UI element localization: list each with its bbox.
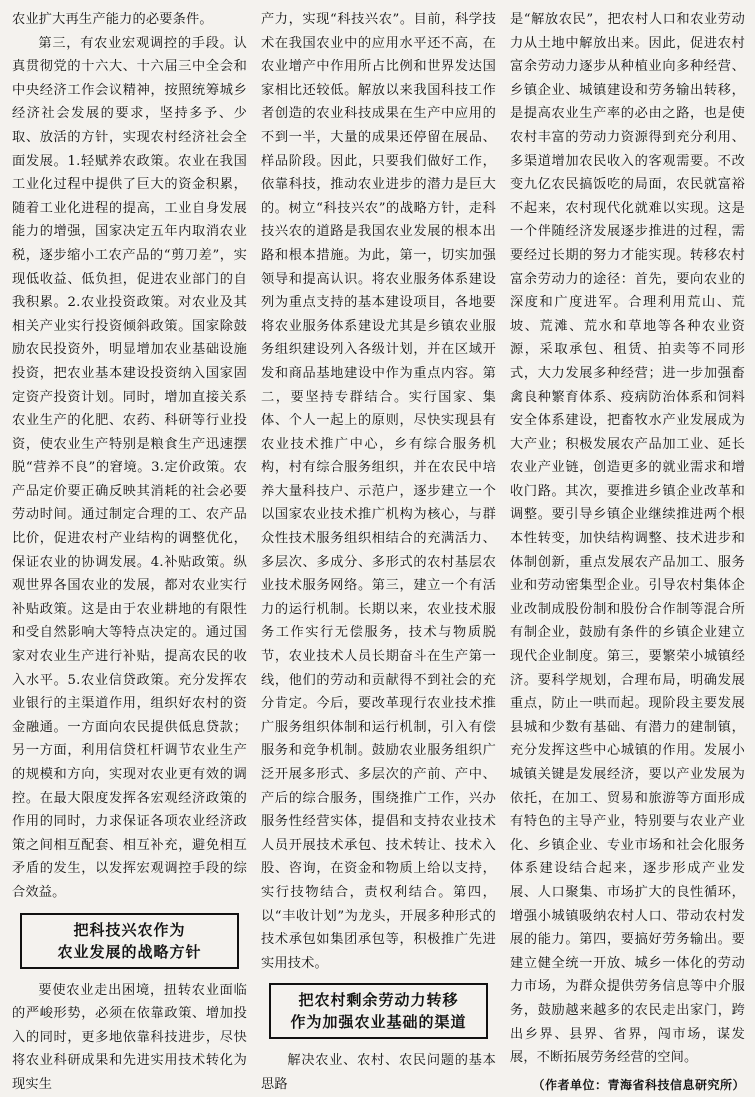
- section-heading-line: 把科技兴农作为: [73, 920, 186, 939]
- section-heading: [20, 913, 239, 969]
- column-1: [12, 8, 247, 1092]
- section-heading-line: 农业发展的战略方针: [57, 942, 202, 961]
- author-affiliation: （作者单位：青海省科技信息研究所）: [532, 1077, 745, 1092]
- paragraph: 要使农业走出困境，扭转农业面临的严峻形势，必须在依靠政策、增加投入的同时，更多地依靠科技进步，尽快将农业科研成果和先进实用技术转化为现实生: [12, 982, 247, 1092]
- paragraph: 是“解放农民”，把农村人口和农业劳动力从土地中解放出来。因此，促进农村富余劳动力逐步从种植业向多种经营、乡镇企业、城镇建设和劳务输出转移，是提高农业生产率的必由之路，也是使农村丰富的劳动力资源得到充分利用、多渠道增加农民收入的客观需要。不改变九亿农民搞饭吃的局面，农民就富裕不起来，农村现代化就难以实现。这是一个伴随经济发展逐步推进的过程，需要经过长期的努力才能实现。转移农村富余劳动力的途径：首先，要向农业的深度和广度进军。合理利用荒山、荒坡、荒滩、荒水和草地等各种农业资源，采取承包、租赁、拍卖等不同形式，大力发展多种经营；进一步加强畜禽良种繁育体系、疫病防治体系和饲料安全体系建设，把畜牧水产业发展成为大产业；积极发展农产品加工业、延长农业产业链，创造更多的就业需求和增收门路。其次，要推进乡镇企业改革和调整。要引导乡镇企业继续推进两个根本性转变，加快结构调整、技术进步和体制创新，重点发展农产品加工、服务业和劳动密集型企业。引导农村集体企业改制成股份制和股份合作制等混合所有制企业，鼓励有条件的乡镇企业建立现代企业制度。第三，要繁荣小城镇经济。要科学规划，合理布局，明确发展重点，防止一哄而起。现阶段主要发展县城和少数有基础、有潜力的建制镇，充分发挥这些中心城镇的作用。发展小城镇关键是发展经济，要以产业发展为依托，在加工、贸易和旅游等方面形成有特色的主导产业，特别要与农业产业化、乡镇企业、专业市场和社会化服务体系建设结合起来，逐步形成产业发展、人口聚集、市场扩大的良性循环，增强小城镇吸纳农村人口、带动农村发展的能力。第四，要搞好劳务输出。要建立健全统一开放、城乡一体化的劳动力市场，为群众提供劳务信息等中介服务，鼓励越来越多的农民走出家门，跨出乡界、县界、省界，闯市场，谋发展，不断拓展劳务经营的空间。: [510, 12, 745, 1066]
- section-heading-line: 把农村剩余劳动力转移: [298, 991, 459, 1010]
- section-heading-line: 作为加强农业基础的渠道: [290, 1013, 467, 1032]
- paragraph: 解决农业、农村、农民问题的基本思路: [261, 1053, 496, 1092]
- article-columns: [12, 8, 745, 1092]
- paragraph: 农业扩大再生产能力的必要条件。: [12, 12, 213, 27]
- column-3: [510, 8, 745, 1092]
- section-heading: [269, 983, 488, 1039]
- paragraph: 第三，有农业宏观调控的手段。认真贯彻党的十六大、十六届三中全会和中央经济工作会议精神，按照统筹城乡经济社会发展的要求，坚持多予、少取、放活的方针，实现农村经济社会全面发展。1.轻赋养农政策。农业在我国工业化过程中提供了巨大的资金积累，随着工业化进程的提高，工业自身发展能力的增强，国家决定五年内取消农业税，逐步缩小工农产品的“剪刀差”，实现低收益、低负担，促进农业部门的自我积累。2.农业投资政策。对农业及其相关产业实行投资倾斜政策。国家除鼓励农民投资外，明显增加农业基础设施投资，把农业基本建设投资纳入国家固定资产投资计划。同时，增加直接关系农业生产的化肥、农药、科研等行业投资，使农业生产特别是粮食生产迅速摆脱“营养不良”的窘境。3.定价政策。农产品定价要正确反映其消耗的社会必要劳动时间。通过制定合理的工、农产品比价，促进农村产业结构的调整优化，保证农业的协调发展。4.补贴政策。纵观世界各国农业的发展，都对农业实行补贴政策。这是由于农业耕地的有限性和受自然影响大等特点决定的。通过国家对农业生产进行补贴，提高农民的收入水平。5.农业信贷政策。充分发挥农业银行的主渠道作用，组织好农村的资金融通。一方面向农民提供低息贷款；另一方面，利用信贷杠杆调节农业生产的规模和方向，实现对农业更有效的调控。在最大限度发挥各宏观经济政策的作用的同时，力求保证各项农业经济政策之间相互配套、相互补充，避免相互矛盾的发生，以发挥宏观调控手段的综合效益。: [12, 35, 247, 900]
- column-2: [261, 8, 496, 1092]
- paragraph: 产力，实现“科技兴农”。目前，科学技术在我国农业中的应用水平还不高，在农业增产中作用所占比例和世界发达国家相比还较低。解放以来我国科技工作者创造的农业科技成果在生产中应用的不到一半，大量的成果还停留在展品、样品阶段。因此，只要我们做好工作，依靠科技，推动农业进步的潜力是巨大的。树立“科技兴农”的战略方针，走科技兴农的道路是我国农业发展的根本出路和根本措施。为此，第一，切实加强领导和提高认识。将农业服务体系建设列为重点支持的基本建设项目，各地要将农业服务体系建设尤其是乡镇农业服务组织建设列入各级计划，并在区域开发和商品基地建设中作为重点内容。第二，要坚持专群结合。实行国家、集体、个人一起上的原则，尽快实现县有农业技术推广中心，乡有综合服务机构，村有综合服务组织，并在农民中培养大量科技户、示范户，逐步建立一个以国家农业技术推广机构为核心，与群众性技术服务组织相结合的充满活力、多层次、多成分、多形式的农村基层农业技术服务网络。第三，建立一个有活力的运行机制。长期以来，农业技术服务工作实行无偿服务，技术与物质脱节，农业技术人员长期奋斗在生产第一线，他们的劳动和贡献得不到社会的充分肯定。今后，要改革现行农业技术推广服务组织体制和运行机制，引入有偿服务和竞争机制。鼓励农业服务组织广泛开展多形式、多层次的产前、产中、产后的综合服务，围绕推广工作，兴办服务性经营实体，提倡和支持农业技术人员开展技术承包、技术转让、技术入股、咨询，在资金和物质上给以支持，实行技物结合，责权利结合。第四，以“丰收计划”为龙头，开展多种形式的技术承包如集团承包等，积极推广先进实用技术。: [261, 12, 496, 971]
